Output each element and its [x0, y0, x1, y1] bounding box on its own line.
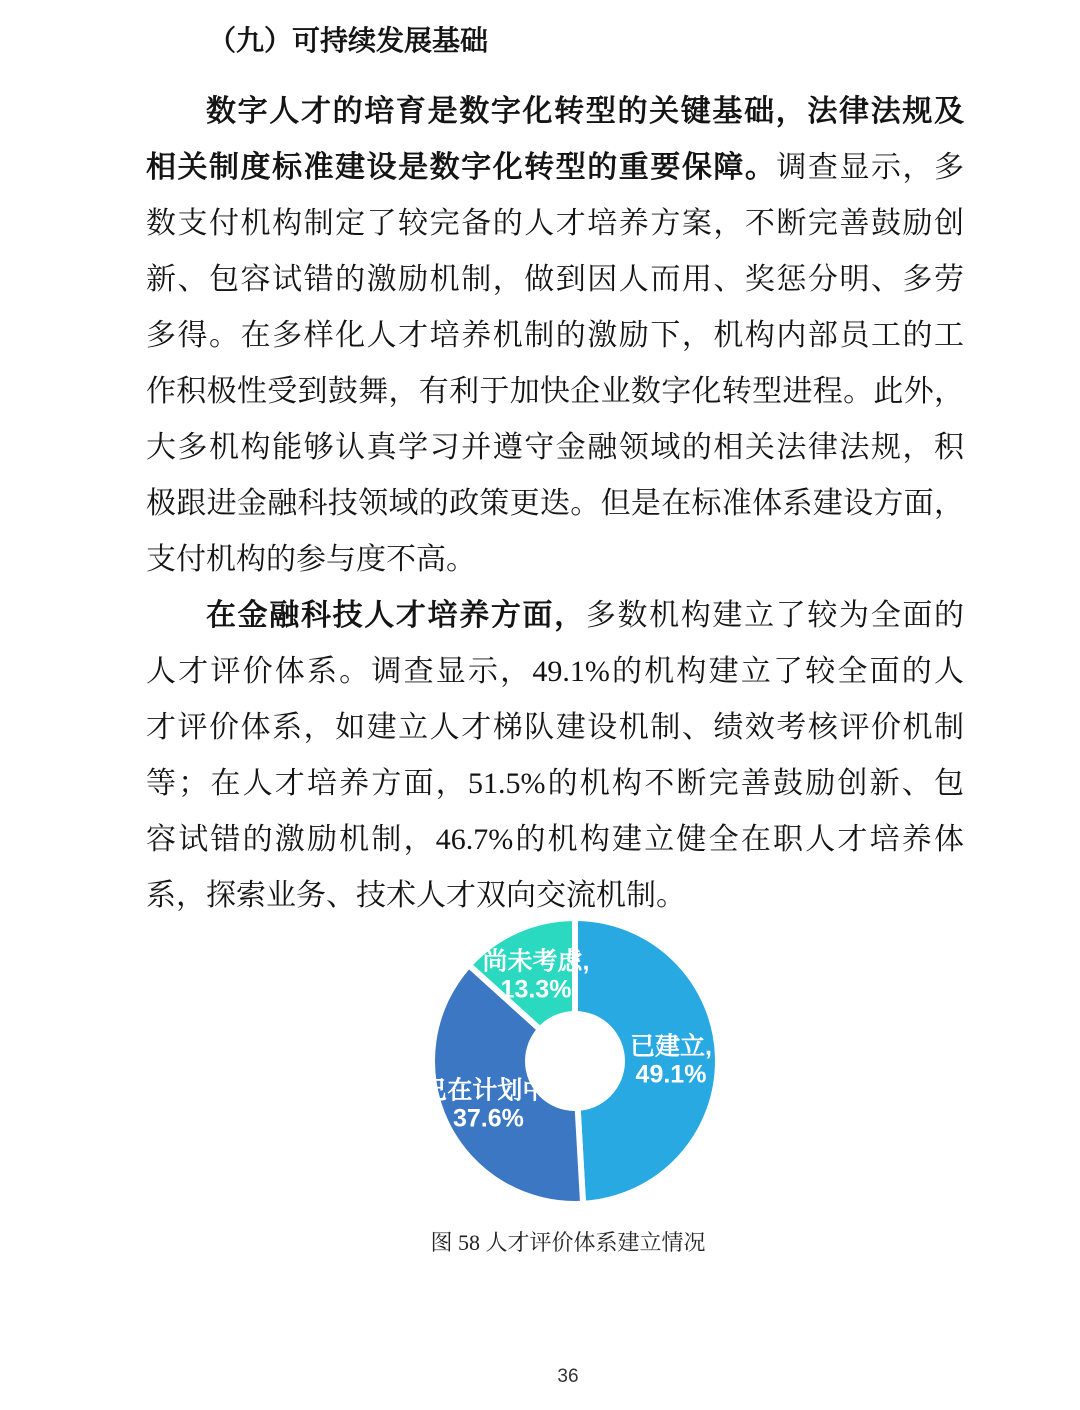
text-line: [146, 644, 964, 700]
pie-label-not-considered: 13.3%: [500, 975, 572, 1004]
page-number: 36: [557, 1366, 579, 1387]
text-line: [146, 252, 964, 308]
text-segment: 新、包容试错的激励机制，做到因人而用、奖惩分明、多劳: [146, 263, 964, 296]
text-segment: 系，探索业务、技术人才双向交流机制。: [146, 879, 686, 912]
text-segment: 作积极性受到鼓舞，有利于加快企业数字化转型进程。此外，: [146, 375, 964, 408]
text-line: [146, 476, 964, 532]
body-text: [146, 84, 964, 924]
pie-label-established: 已建立,: [630, 1032, 712, 1061]
text-segment: 容试错的激励机制，46.7%的机构建立健全在职人才培养体: [146, 823, 964, 856]
pie-chart: [405, 912, 765, 1212]
text-segment: 多得。在多样化人才培养机制的激励下，机构内部员工的工: [146, 319, 964, 352]
pie-label-planned: 已在计划中,: [422, 1076, 555, 1105]
text-line: [146, 308, 964, 364]
bold-text-segment: 在金融科技人才培养方面，: [206, 599, 586, 632]
text-segment: 多数机构建立了较为全面的: [585, 599, 965, 632]
figure-caption: 图 58 人才评价体系建立情况: [430, 1230, 706, 1255]
text-segment: 等；在人才培养方面，51.5%的机构不断完善鼓励创新、包: [146, 767, 964, 800]
text-segment: 才评价体系，如建立人才梯队建设机制、绩效考核评价机制: [146, 711, 964, 744]
text-line: [146, 364, 964, 420]
text-segment: 数支付机构制定了较完备的人才培养方案，不断完善鼓励创: [146, 207, 964, 240]
text-segment: 极跟进金融科技领域的政策更迭。但是在标准体系建设方面，: [146, 487, 964, 520]
figure: [405, 912, 765, 1212]
text-line: [146, 532, 964, 588]
section-heading: （九）可持续发展基础: [208, 26, 489, 57]
text-line: [146, 588, 964, 644]
pie-label-planned: 37.6%: [452, 1104, 524, 1133]
pie-label-established: 49.1%: [635, 1060, 707, 1089]
bold-text-segment: 数字人才的培育是数字化转型的关键基础，法律法规及: [206, 95, 964, 128]
text-line: [146, 84, 964, 140]
text-line: [146, 140, 964, 196]
text-segment: 调查显示，多: [776, 151, 965, 184]
text-line: [146, 196, 964, 252]
text-segment: 人才评价体系。调查显示，49.1%的机构建立了较全面的人: [146, 655, 964, 688]
text-segment: 支付机构的参与度不高。: [146, 543, 476, 576]
text-line: [146, 756, 964, 812]
bold-text-segment: 相关制度标准建设是数字化转型的重要保障。: [146, 151, 777, 184]
pie-label-not-considered: 尚未考虑,: [482, 947, 590, 976]
text-content: [146, 14, 964, 924]
text-segment: 大多机构能够认真学习并遵守金融领域的相关法律法规，积: [146, 431, 964, 464]
text-line: [146, 700, 964, 756]
text-line: [146, 812, 964, 868]
text-line: [146, 420, 964, 476]
